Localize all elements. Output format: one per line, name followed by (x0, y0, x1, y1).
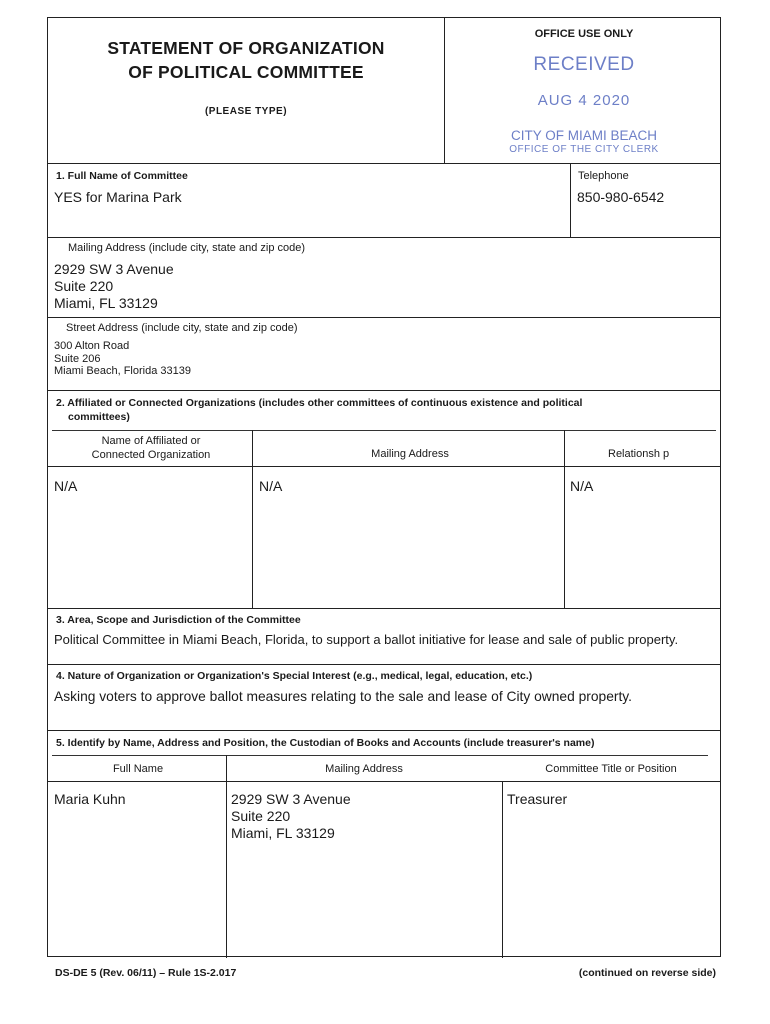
custodian-address-value[interactable] (231, 791, 351, 842)
telephone-value[interactable]: 850-980-6542 (577, 189, 665, 205)
mailing-address-line: Suite 220 (54, 278, 114, 294)
affiliated-org-address-value[interactable]: N/A (259, 478, 283, 494)
form-title-line2: OF POLITICAL COMMITTEE (128, 62, 364, 82)
custodian-name-value[interactable]: Maria Kuhn (54, 791, 126, 807)
received-stamp: RECEIVED (533, 54, 635, 75)
nature-of-org-value[interactable]: Asking voters to approve ballot measures relating to the sale and lease of City owned property. (54, 689, 633, 704)
received-date-stamp: AUG 4 2020 (537, 92, 631, 109)
col-header-org-name (52, 434, 250, 462)
col-header-committee-title: Committee Title or Position (545, 763, 677, 775)
divider (48, 237, 720, 238)
affiliated-orgs-label (56, 396, 582, 424)
divider (48, 163, 720, 164)
stamp-office: OFFICE OF THE CITY CLERK (509, 144, 659, 155)
mailing-address-label: Mailing Address (include city, state and zip code) (68, 242, 306, 254)
mailing-address-line: 2929 SW 3 Avenue (54, 261, 174, 277)
form-title-line1: STATEMENT OF ORGANIZATION (107, 38, 385, 58)
office-use-only-header: OFFICE USE ONLY (534, 28, 634, 40)
divider (48, 317, 720, 318)
divider (52, 430, 716, 431)
affiliated-org-name-value[interactable]: N/A (54, 478, 78, 494)
statement-of-organization-form (47, 17, 721, 957)
custodian-label: 5. Identify by Name, Address and Position, the Custodian of Books and Accounts (include treasurer's name) (56, 737, 595, 749)
affiliated-orgs-label-line2: committees) (68, 411, 130, 423)
col-header-full-name: Full Name (112, 763, 164, 775)
custodian-address-line: Suite 220 (231, 808, 291, 824)
mailing-address-line: Miami, FL 33129 (54, 295, 158, 311)
telephone-label: Telephone (578, 170, 629, 182)
divider (52, 755, 708, 756)
please-type-note: (PLEASE TYPE) (204, 106, 288, 117)
custodian-address-line: Miami, FL 33129 (231, 825, 335, 841)
form-title (48, 36, 444, 84)
col-header-custodian-address: Mailing Address (325, 763, 403, 775)
committee-name-label: 1. Full Name of Committee (56, 170, 188, 182)
committee-name-value[interactable]: YES for Marina Park (54, 189, 182, 205)
stamp-city: CITY OF MIAMI BEACH (510, 128, 657, 143)
continued-note: (continued on reverse side) (578, 967, 716, 979)
col-header-org-name-line2: Connected Organization (91, 449, 211, 461)
street-address-line: Miami Beach, Florida 33139 (54, 365, 191, 377)
divider (48, 730, 720, 731)
mailing-address-value[interactable] (54, 261, 174, 312)
divider (48, 781, 720, 782)
col-header-mailing-address: Mailing Address (371, 448, 449, 460)
divider (48, 664, 720, 665)
custodian-title-value[interactable]: Treasurer (507, 791, 568, 807)
street-address-value[interactable] (54, 340, 191, 378)
divider (570, 163, 571, 237)
divider (252, 430, 253, 608)
street-address-label: Street Address (include city, state and zip code) (66, 322, 298, 334)
divider (564, 430, 565, 608)
divider (48, 390, 720, 391)
street-address-line: 300 Alton Road (54, 340, 130, 352)
area-scope-label: 3. Area, Scope and Jurisdiction of the Committee (56, 614, 301, 626)
custodian-address-line: 2929 SW 3 Avenue (231, 791, 351, 807)
divider (48, 466, 720, 467)
divider (226, 755, 227, 958)
col-header-relationship: Relationsh p (608, 448, 670, 460)
affiliated-orgs-label-line1: 2. Affiliated or Connected Organizations (includes other committees of continuous existence and political (56, 397, 583, 409)
nature-of-org-label: 4. Nature of Organization or Organization's Special Interest (e.g., medical, legal, education, etc.) (56, 670, 533, 682)
form-id-footer: DS-DE 5 (Rev. 06/11) – Rule 1S-2.017 (55, 967, 237, 979)
area-scope-value[interactable]: Political Committee in Miami Beach, Florida, to support a ballot initiative for lease and sale of public property. (54, 632, 679, 647)
divider (48, 608, 720, 609)
divider (502, 781, 503, 958)
street-address-line: Suite 206 (54, 352, 101, 365)
col-header-org-name-line1: Name of Affiliated or (101, 435, 201, 447)
office-box-divider (444, 18, 445, 163)
affiliated-org-relationship-value[interactable]: N/A (570, 478, 594, 494)
